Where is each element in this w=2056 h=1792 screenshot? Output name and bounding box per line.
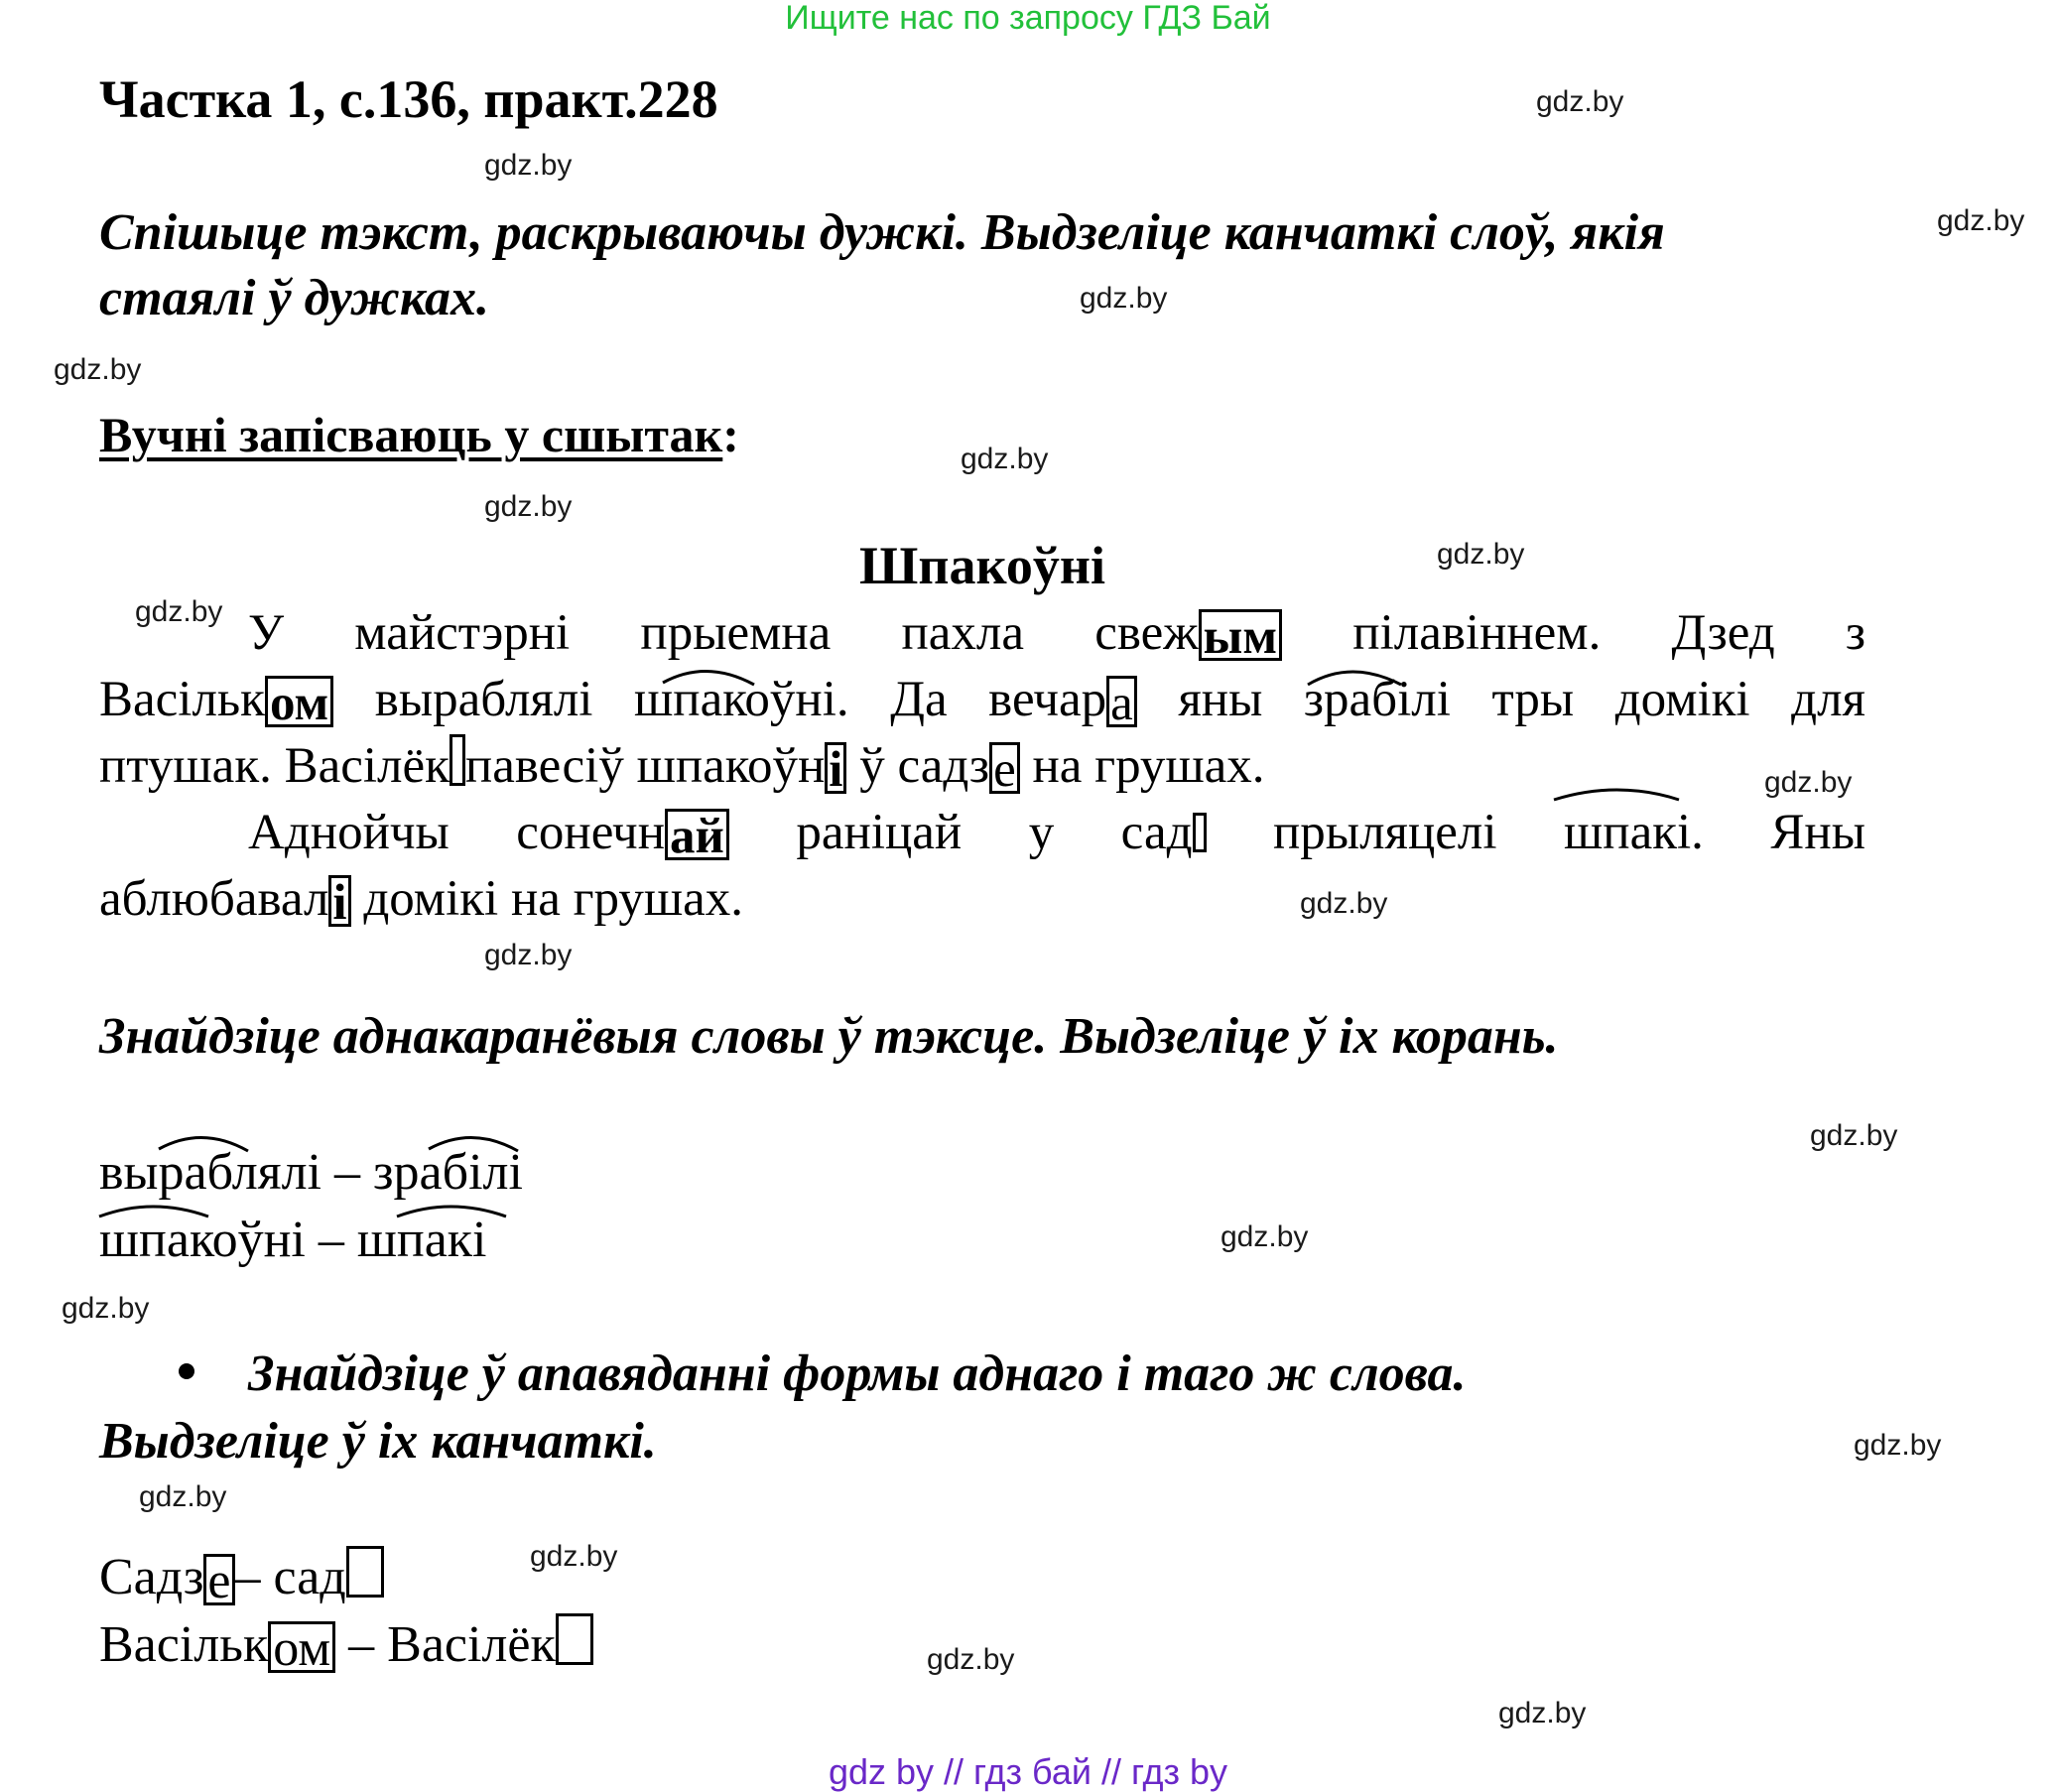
empty-ending-box [556,1613,593,1665]
watermark: gdz.by [1854,1429,1942,1462]
text-fragment: У майстэрні прыемна пахла свеж [248,605,1199,661]
watermark: gdz.by [1080,282,1168,315]
watermark: gdz.by [1937,204,2025,237]
text-fragment: птушак. Васілёк [99,738,450,794]
text-fragment: ў садз [846,738,990,794]
watermark: gdz.by [1221,1220,1309,1253]
text-fragment: аблюбавал [99,871,329,927]
watermark: gdz.by [1437,538,1525,571]
watermark: gdz.by [484,149,573,182]
ending-box: ай [665,809,729,860]
watermark: gdz.by [961,443,1049,475]
watermark: gdz.by [484,490,573,523]
task-instruction-3-cont: Выдзеліце ў іх канчаткі. [99,1413,657,1470]
task-instruction-3: Знайдзіце ў апавяданні формы аднаго і таго ж слова. [248,1345,1467,1402]
watermark: gdz.by [1498,1697,1587,1729]
watermark: gdz.by [484,939,573,971]
watermark: gdz.by [1810,1119,1898,1152]
top-banner: Ищите нас по запросу ГДЗ Бай [785,0,1271,37]
text-fragment: – Васілёк [335,1616,556,1673]
text-title: Шпакоўні [859,536,1105,595]
root-pair-1: выраблялі – зрабілі [99,1144,523,1201]
ending-box: ом [268,1621,335,1673]
ending-box: а [1106,676,1137,727]
word-forms-row-2 [99,1611,593,1679]
page-title: Частка 1, с.136, практ.228 [99,69,718,129]
text-fragment: Аднойчы сонечн [248,805,666,860]
bullet [179,1363,194,1379]
text-fragment: прыляцелі шпакі. Яны [1206,805,1865,860]
ending-box: і [328,875,350,927]
text-fragment: Васільк [99,672,265,727]
text-fragment: выраблялі шпакоўні. Да вечар [333,672,1107,727]
watermark: gdz.by [54,353,142,386]
text-fragment: Садз [99,1549,204,1605]
task-instruction-2: Знайдзіце аднакаранёвыя словы ў тэксце. Выдзеліце ў іх корань. [99,1008,1559,1065]
root-arc [159,1137,248,1151]
task-instruction-1: Спішыце тэкст, раскрываючы дужкі. Выдзеліце канчаткі слоў, якія [99,204,1665,261]
text-fragment: – сад [234,1549,346,1605]
watermark: gdz.by [530,1540,618,1573]
root-arc [429,1137,518,1151]
text-fragment: яны зрабілі тры домікі для [1136,672,1865,727]
text-fragment: раніцай у сад [728,805,1193,860]
word-forms-row-1 [99,1544,384,1611]
watermark: gdz.by [139,1480,227,1513]
text-fragment: на грушах. [1019,738,1265,794]
root-pair-2: шпакоўні – шпакі [99,1212,487,1268]
text-fragment: пілавіннем. Дзед з [1282,605,1865,661]
text-fragment: Васільк [99,1616,269,1673]
watermark: gdz.by [135,595,223,628]
text-fragment: домікі на грушах. [350,871,744,927]
section-label-underlined: Вучні запісваюць у сшытак [99,407,723,462]
watermark: gdz.by [1764,766,1853,799]
root-arc [397,1207,506,1216]
footer-links: gdz by // гдз бай // гдз by [828,1751,1228,1792]
empty-ending-box [346,1546,384,1598]
root-arc [99,1207,208,1216]
watermark: gdz.by [1300,887,1388,920]
ending-box: ым [1199,609,1283,661]
watermark: gdz.by [62,1292,150,1325]
ending-box: ом [265,676,333,727]
text-fragment: павесіў шпакоўн [464,738,826,794]
ending-box: і [825,742,846,794]
watermark: gdz.by [1536,85,1624,118]
ending-box: е [989,742,1020,794]
watermark: gdz.by [927,1643,1015,1676]
ending-box: е [203,1554,234,1605]
task-instruction-1-cont: стаялі ў дужках. [99,270,489,326]
section-label-colon: : [722,407,739,462]
